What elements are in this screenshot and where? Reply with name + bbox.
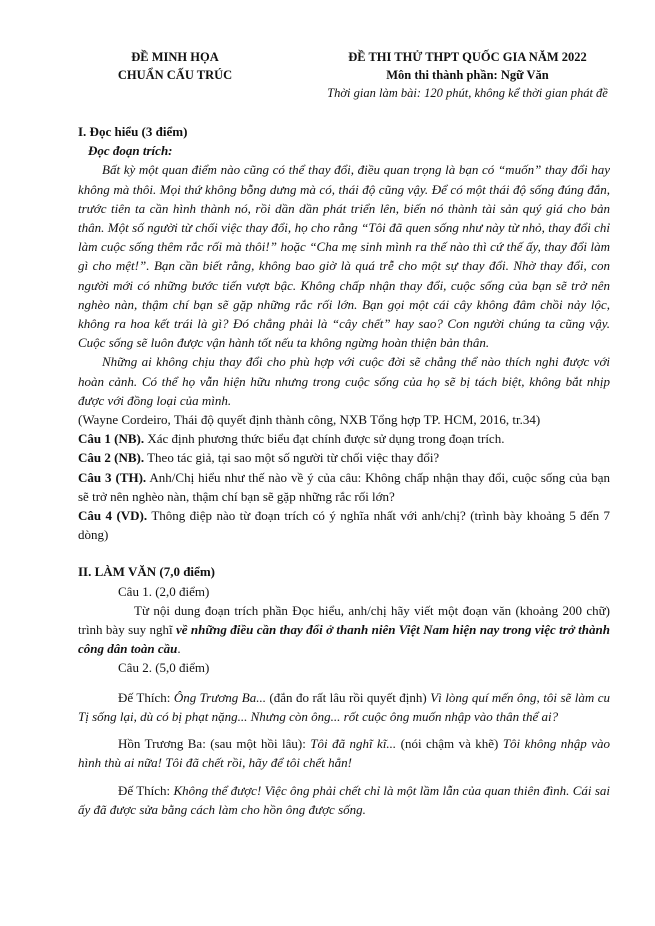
dialogue-2-speaker: Hồn Trương Ba: (sau một hồi lâu):: [118, 736, 311, 752]
question-3: [78, 468, 610, 506]
question-1: [78, 429, 610, 448]
exam-title: ĐỀ THI THỬ THPT QUỐC GIA NĂM 2022: [348, 50, 587, 64]
dialogue-spacer: [78, 678, 610, 688]
exam-time: Thời gian làm bài: 120 phút, không kể thời gian phát đề: [327, 86, 608, 100]
question-2-text: Theo tác giả, tại sao một số người từ chối việc thay đổi?: [144, 450, 440, 466]
dialogue-1-c: Vì lòng quí mến ông, tôi sẽ làm cu Tị sống lại, dù có bị phạt nặng... Nhưng còn ông... rốt cuộc ông muốn nhập vào thân thể ai?: [78, 689, 610, 724]
cau1-prompt-a: Từ nội dung đoạn trích phần Đọc hiểu, anh/chị hãy viết một đoạn văn (khoảng 200 chữ) trình bày suy nghĩ: [78, 602, 610, 638]
section1-subheading: Đọc đoạn trích:: [88, 143, 173, 159]
question-1-label: Câu 1 (NB).: [78, 431, 145, 447]
section1-heading: I. Đọc hiểu (3 điểm): [78, 124, 188, 139]
excerpt-paragraph-2: Những ai không chịu thay đổi cho phù hợp với cuộc đời sẽ chẳng thể nào thích nghi được với hoàn cảnh. Có thể họ vẫn hiện hữu nhưng trong cuộc sống của họ sẽ bị tách biệt, không bắt nhịp được với đồng loại của mình.: [78, 354, 610, 408]
subject-label: Môn thi thành phần:: [386, 68, 498, 82]
dialogue-2: [78, 734, 610, 772]
exam-body: [78, 122, 610, 819]
question-3-text: Anh/Chị hiểu như thế nào về ý của câu: Không chấp nhận thay đổi, cuộc sống của bạn sẽ trở nên nghèo nàn, thậm chí bạn sẽ gặp những rắc rối lớn?: [78, 469, 610, 504]
question-4: [78, 506, 610, 544]
dialogue-3-speaker: Đế Thích:: [118, 782, 174, 798]
question-4-label: Câu 4 (VD).: [78, 508, 148, 524]
cau1-label: Câu 1. (2,0 điểm): [118, 583, 210, 599]
dialogue-1-speaker: Đế Thích:: [118, 689, 174, 705]
dialogue-2-b: (nói chậm và khẽ): [396, 736, 503, 752]
dialogue-1-a: Ông Trương Ba...: [173, 689, 266, 705]
question-1-text: Xác định phương thức biểu đạt chính được sử dụng trong đoạn trích.: [144, 431, 505, 447]
header-left-line-2: CHUẨN CẤU TRÚC: [117, 68, 233, 82]
dialogue-1: [78, 688, 610, 726]
header-right: [290, 48, 645, 102]
question-2-label: Câu 2 (NB).: [78, 450, 145, 466]
header-left: [95, 48, 255, 84]
question-4-text: Thông điệp nào từ đoạn trích có ý nghĩa nhất với anh/chị? (trình bày khoảng 5 đến 7 dòng): [78, 508, 610, 543]
cau2-label: Câu 2. (5,0 điểm): [118, 660, 210, 676]
excerpt-paragraph-1: Bất kỳ một quan điểm nào cũng có thể thay đổi, điều quan trọng là bạn có “muốn” thay đổi hay không mà thôi. Mọi thứ không bỗng dưng mà có, thái độ cũng vậy. Để có một thái độ sống đúng đắn, trước tiên ta cần hình thành nó, rồi dần dần phát triển lên, biến nó thành tài sản quý giá cho bản thân. Một số người từ chối việc thay đổi, họ cho rằng “Tôi đã quen sống như này từ nhỏ, thay đổi chỉ làm cuộc sống thêm rắc rối mà thôi!” hoặc “Cha mẹ sinh mình ra thế nào thì cứ thế ấy, thay đổi làm gì cho mệt!”. Bạn cần biết rằng, không bao giờ là quá trễ cho một sự thay đổi. Nhờ thay đổi, con người mới có những bước tiến vượt bậc. Không chấp nhận thay đổi, cuộc sống của bạn sẽ trở nên nghèo nàn, thậm chí bạn sẽ gặp những rắc rối lớn. Bạn gọi một cái cây không đâm chồi nảy lộc, không ra hoa kết trái là gì? Đó chẳng phải là “cây chết” hay sao? Con người chúng ta cũng vậy. Cuộc sống sẽ luôn được vận hành tốt nếu ta không ngừng hoàn thiện bản thân.: [78, 162, 610, 351]
exam-subject: [290, 66, 645, 84]
cau1-prompt: [78, 601, 610, 659]
question-3-label: Câu 3 (TH).: [78, 469, 147, 485]
cau1-prompt-end: .: [177, 641, 181, 657]
dialogue-2-a: Tôi đã nghĩ kĩ...: [310, 736, 397, 752]
question-2: [78, 448, 610, 467]
dialogue-3: [78, 781, 610, 819]
dialogue-3-a: Không thể được! Việc ông phải chết chỉ là một lầm lẫn của quan thiên đình. Cái sai ấy đã được sửa bằng cách làm cho hồn ông được sống.: [78, 782, 610, 817]
section2-heading: II. LÀM VĂN (7,0 điểm): [78, 564, 215, 580]
dialogue-1-b: (đắn đo rất lâu rồi quyết định): [265, 689, 431, 705]
dialogue-2-c: Tôi không nhập vào hình thù ai nữa! Tôi đã chết rồi, hãy để tôi chết hẳn!: [78, 736, 610, 771]
cau1-prompt-topic: về những điều cần thay đổi ở thanh niên Việt Nam hiện nay trong việc trở thành công dân toàn cầu: [78, 622, 610, 657]
subject-name: Ngữ Văn: [500, 68, 549, 82]
section-spacer: [78, 544, 610, 562]
header-left-line-1: ĐỀ MINH HỌA: [131, 50, 219, 64]
excerpt-source: (Wayne Cordeiro, Thái độ quyết định thành công, NXB Tổng hợp TP. HCM, 2016, tr.34): [78, 412, 541, 428]
